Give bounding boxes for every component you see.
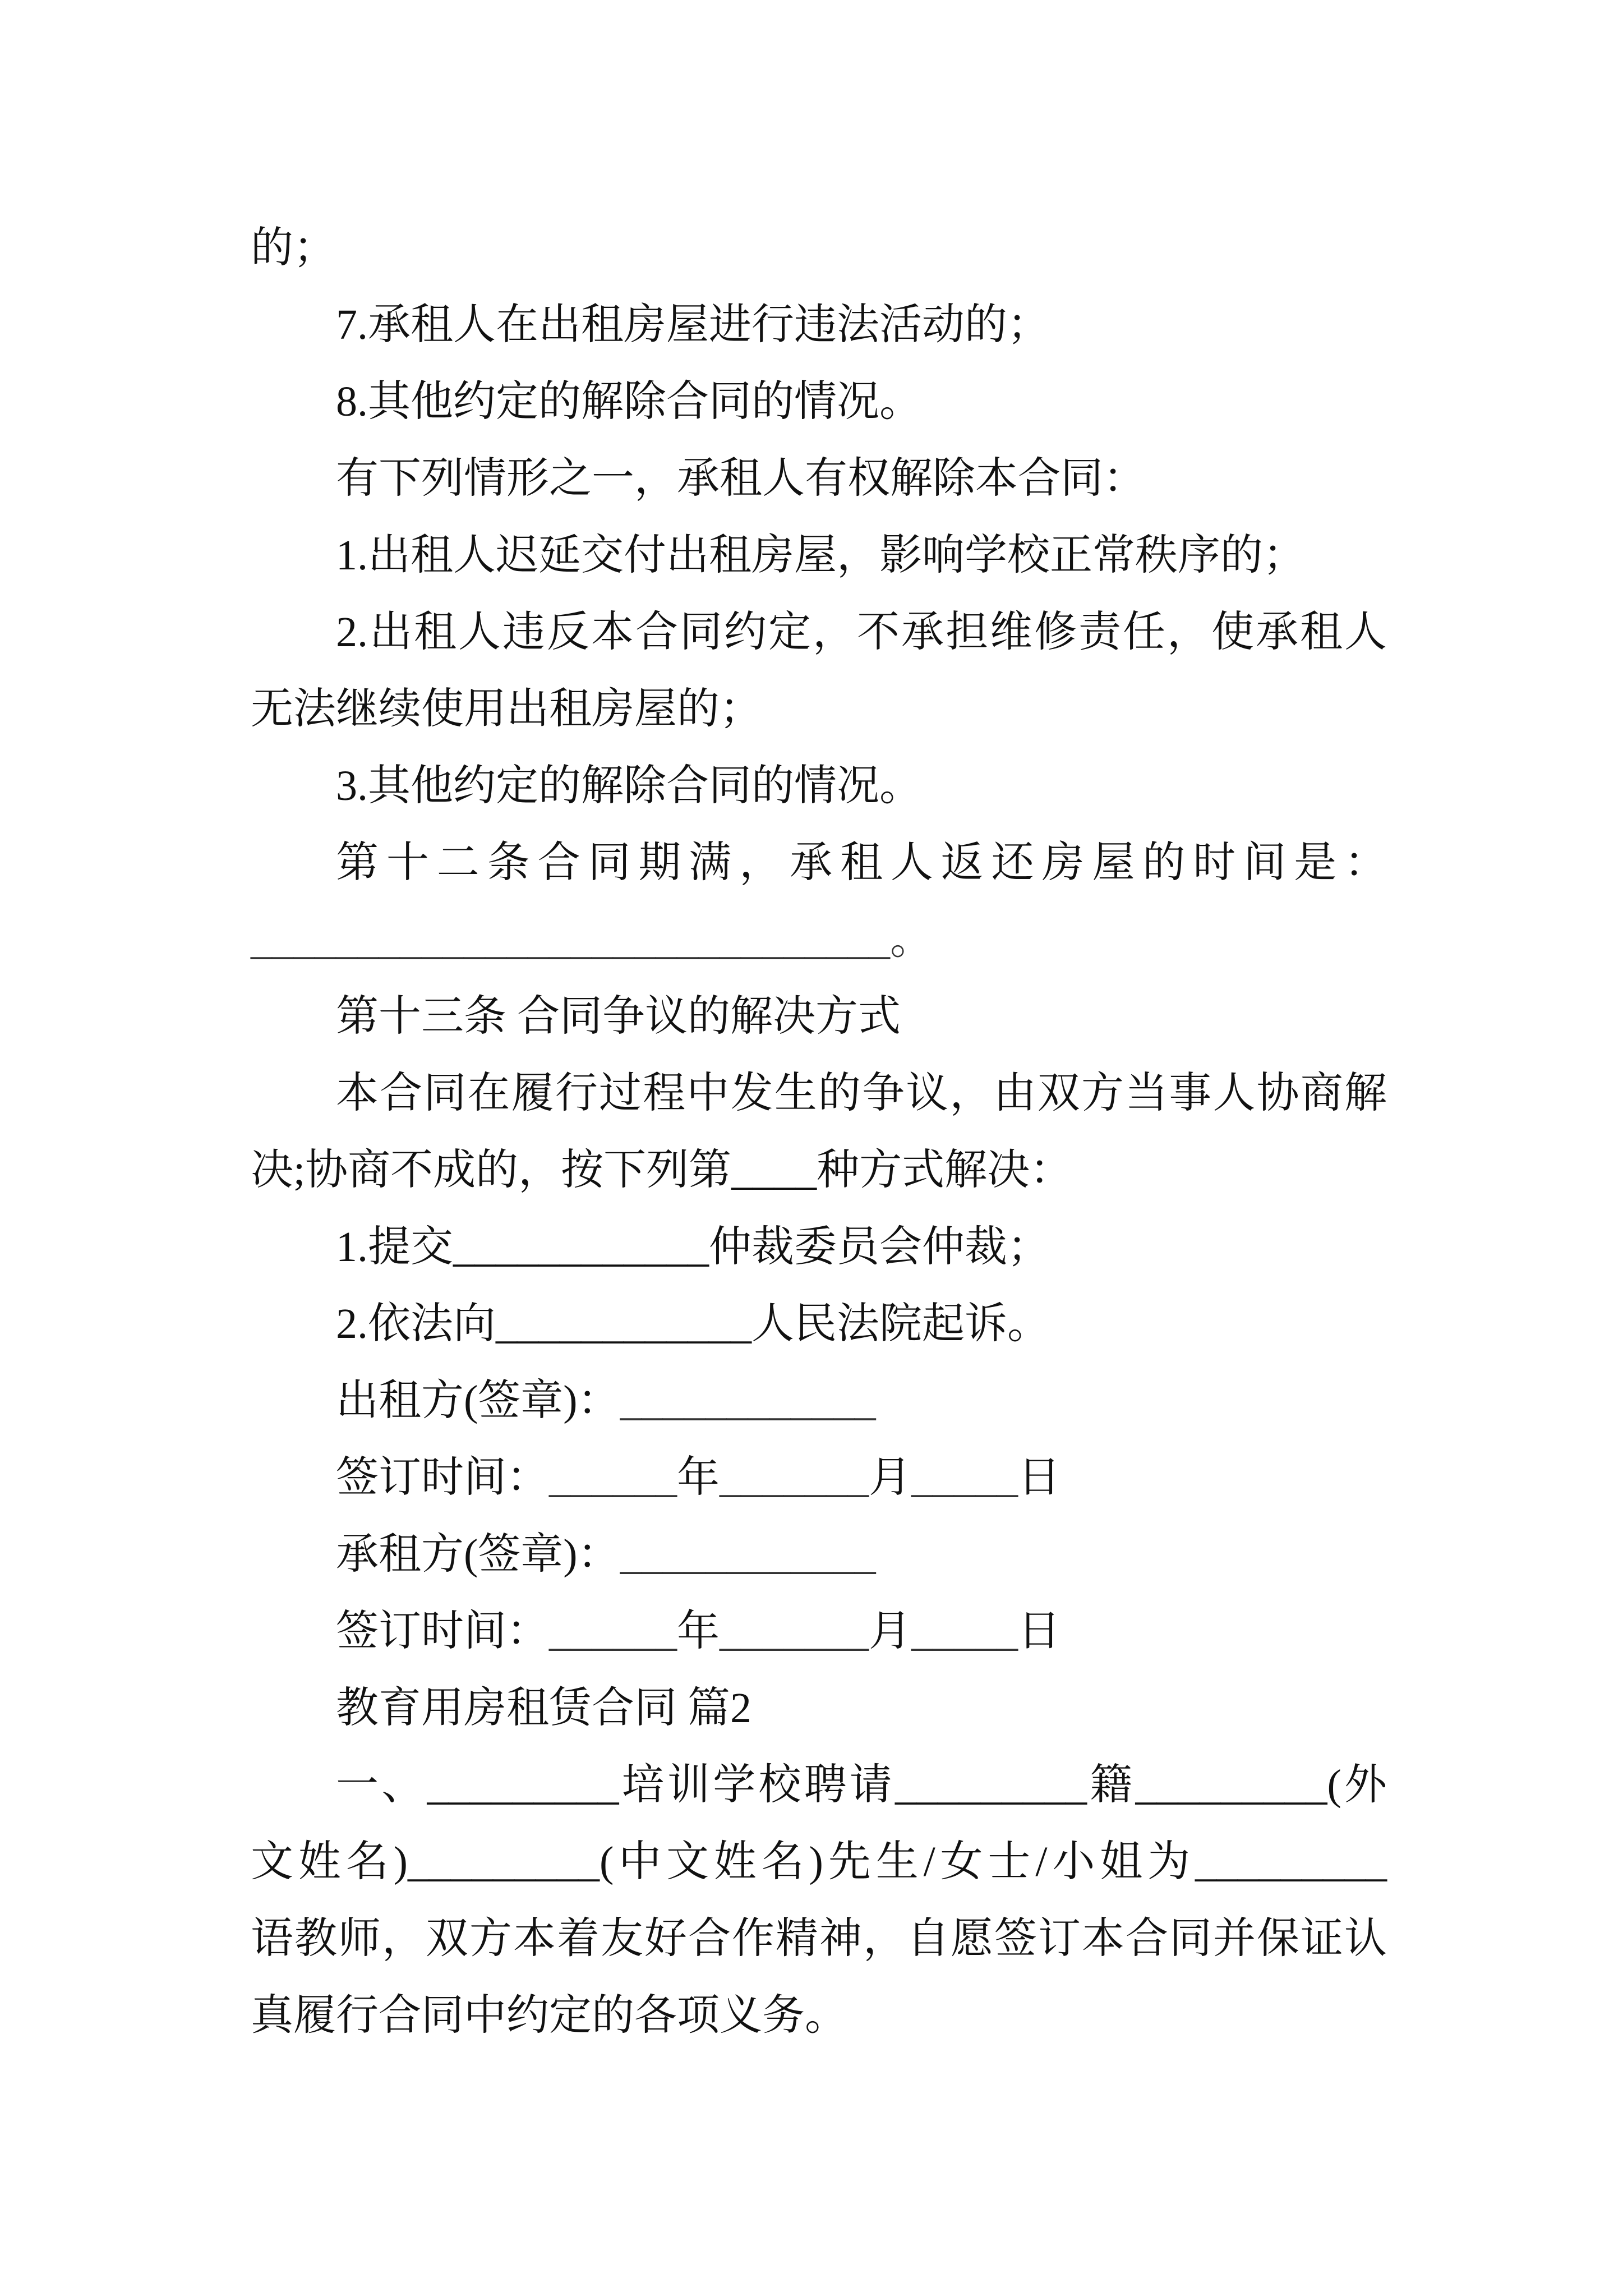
- clause-12-text: 第十二条合同期满，承租人返还房屋的时间是：: [336, 839, 1387, 886]
- month-blank: _______: [720, 1454, 869, 1501]
- paragraph-line: 决;协商不成的，按下列第____种方式解决：: [251, 1147, 1073, 1194]
- month-unit: 月: [869, 1608, 911, 1655]
- paragraph-line: 文姓名)_________(中文姓名)先生/女士/小姐为_________: [251, 1838, 1387, 1885]
- contract-2-article-1: [251, 1747, 1387, 2054]
- day-blank: _____: [911, 1454, 1018, 1501]
- litigation-option: 2.依法向____________人民法院起诉。: [336, 1300, 1050, 1347]
- year-unit: 年: [677, 1608, 720, 1655]
- lessor-signature-label: 出租方(签章)：: [336, 1377, 620, 1424]
- paragraph-line: 本合同在履行过程中发生的争议，由双方当事人协商解: [336, 1070, 1387, 1117]
- day-unit: 日: [1018, 1454, 1061, 1501]
- sign-date-label: 签订时间：: [336, 1608, 549, 1655]
- lessor-signature-blank: ____________: [620, 1377, 876, 1424]
- clause-13-heading: 第十三条 合同争议的解决方式: [336, 993, 901, 1040]
- day-blank: _____: [911, 1608, 1018, 1655]
- lessee-signature-label: 承租方(签章)：: [336, 1531, 620, 1578]
- clause-13-body: [251, 1055, 1387, 1209]
- lessee-sign-date-line: [251, 1593, 1387, 1670]
- lessor-termination-item-8: 8.其他约定的解除合同的情况。: [336, 378, 922, 425]
- sign-date-label: 签订时间：: [336, 1454, 549, 1501]
- lessee-signature-blank: ____________: [620, 1531, 876, 1578]
- lessee-termination-item-3: 3.其他约定的解除合同的情况。: [336, 762, 922, 809]
- year-blank: ______: [549, 1608, 677, 1655]
- arbitration-option: 1.提交____________仲裁委员会仲裁；: [336, 1223, 1050, 1271]
- paragraph-line: 真履行合同中约定的各项义务。: [251, 1992, 847, 2039]
- month-blank: _______: [720, 1608, 869, 1655]
- year-unit: 年: [677, 1454, 720, 1501]
- paragraph-line: 语教师，双方本着友好合作精神，自愿签订本合同并保证认: [251, 1915, 1387, 1962]
- lessor-signature-line: [251, 1363, 1387, 1439]
- day-unit: 日: [1018, 1608, 1061, 1655]
- month-unit: 月: [869, 1454, 911, 1501]
- document-page: [251, 210, 1387, 2054]
- lessee-termination-item-2: [251, 594, 1387, 748]
- paragraph-line: 一、_________培训学校聘请_________籍_________(外: [336, 1761, 1387, 1809]
- clause-12-return-date-blank: ______________________________。: [251, 916, 933, 963]
- lessee-termination-intro: 有下列情形之一，承租人有权解除本合同：: [336, 455, 1146, 502]
- lessee-signature-line: [251, 1516, 1387, 1593]
- previous-item-continuation: 的；: [251, 224, 336, 272]
- year-blank: ______: [549, 1454, 677, 1501]
- paragraph-line: 2.出租人违反本合同约定，不承担维修责任，使承租人: [336, 609, 1387, 656]
- clause-12: [251, 825, 1387, 978]
- paragraph-line: 无法继续使用出租房屋的；: [251, 685, 762, 733]
- lessee-termination-item-1: 1.出租人迟延交付出租房屋，影响学校正常秩序的；: [336, 532, 1306, 579]
- lessor-termination-item-7: 7.承租人在出租房屋进行违法活动的；: [336, 301, 1050, 348]
- contract-2-title: 教育用房租赁合同 篇2: [336, 1685, 751, 1732]
- lessor-sign-date-line: [251, 1439, 1387, 1516]
